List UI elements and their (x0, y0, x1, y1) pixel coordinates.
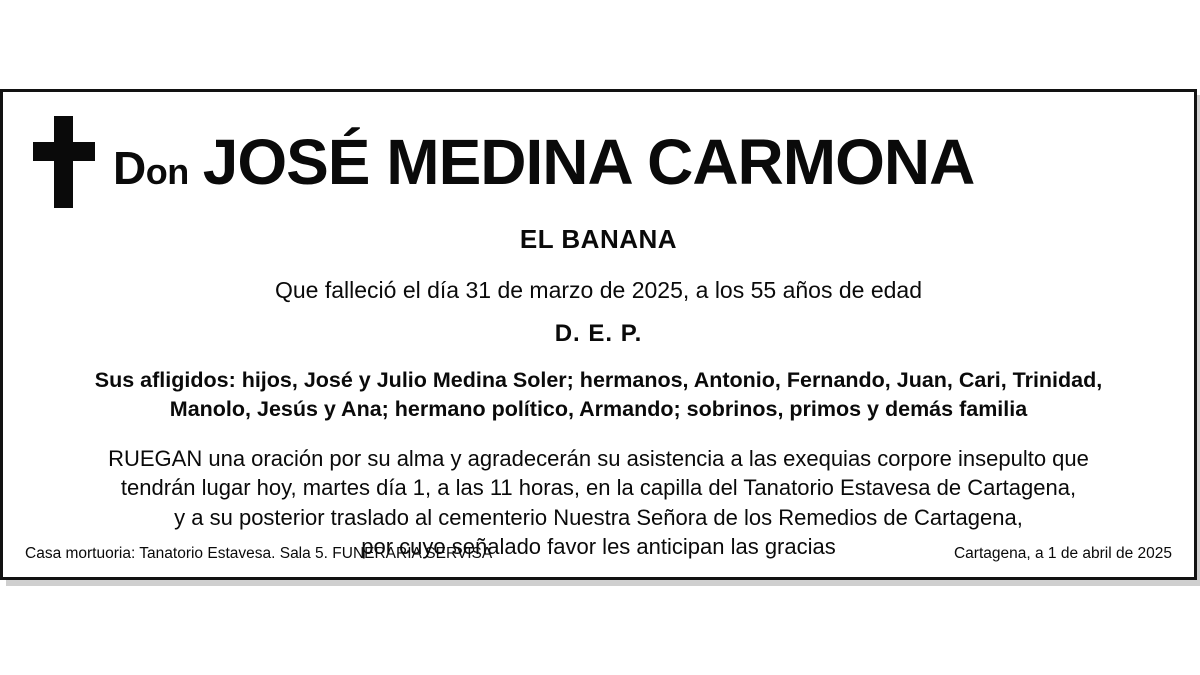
plea-line: tendrán lugar hoy, martes día 1, a las 11 horas, en la capilla del Tanatorio Estavesa de Cartagena, (120, 475, 1077, 501)
family-line: Sus afligidos: hijos, José y Julio Medina Soler; hermanos, Antonio, Fernando, Juan, Cari, Trinidad, (94, 368, 1103, 392)
honorific-suffix: on (145, 151, 189, 192)
plea-line: RUEGAN una oración por su alma y agradecerán su asistencia a las exequias corpore insepulto que (108, 446, 1089, 472)
funeral-home-info: Casa mortuoria: Tanatorio Estavesa. Sala 5. FUNERARIA SERVISA (25, 545, 493, 562)
family-block (25, 366, 1172, 424)
headline-row (25, 116, 1172, 208)
deceased-name: JOSÉ MEDINA CARMONA (202, 126, 975, 198)
notice-footer (25, 545, 1172, 563)
plea-block (25, 444, 1172, 561)
plea-line: por cuyo señalado favor les anticipan las gracias (361, 533, 836, 559)
deceased-nickname: EL BANANA (519, 224, 678, 254)
obituary-notice-card (0, 89, 1197, 580)
family-line: Manolo, Jesús y Ana; hermano político, Armando; sobrinos, primos y demás familia (169, 397, 1028, 422)
honorific: Don (113, 142, 189, 194)
name-block (113, 126, 975, 198)
death-date-line: Que falleció el día 31 de marzo de 2025, a los 55 años de edad (274, 277, 922, 303)
dep-abbreviation: D. E. P. (554, 320, 643, 347)
place-and-date: Cartagena, a 1 de abril de 2025 (953, 545, 1172, 562)
cross-icon (33, 116, 95, 208)
plea-line: y a su posterior traslado al cementerio Nuestra Señora de los Remedios de Cartagena, (174, 504, 1023, 530)
